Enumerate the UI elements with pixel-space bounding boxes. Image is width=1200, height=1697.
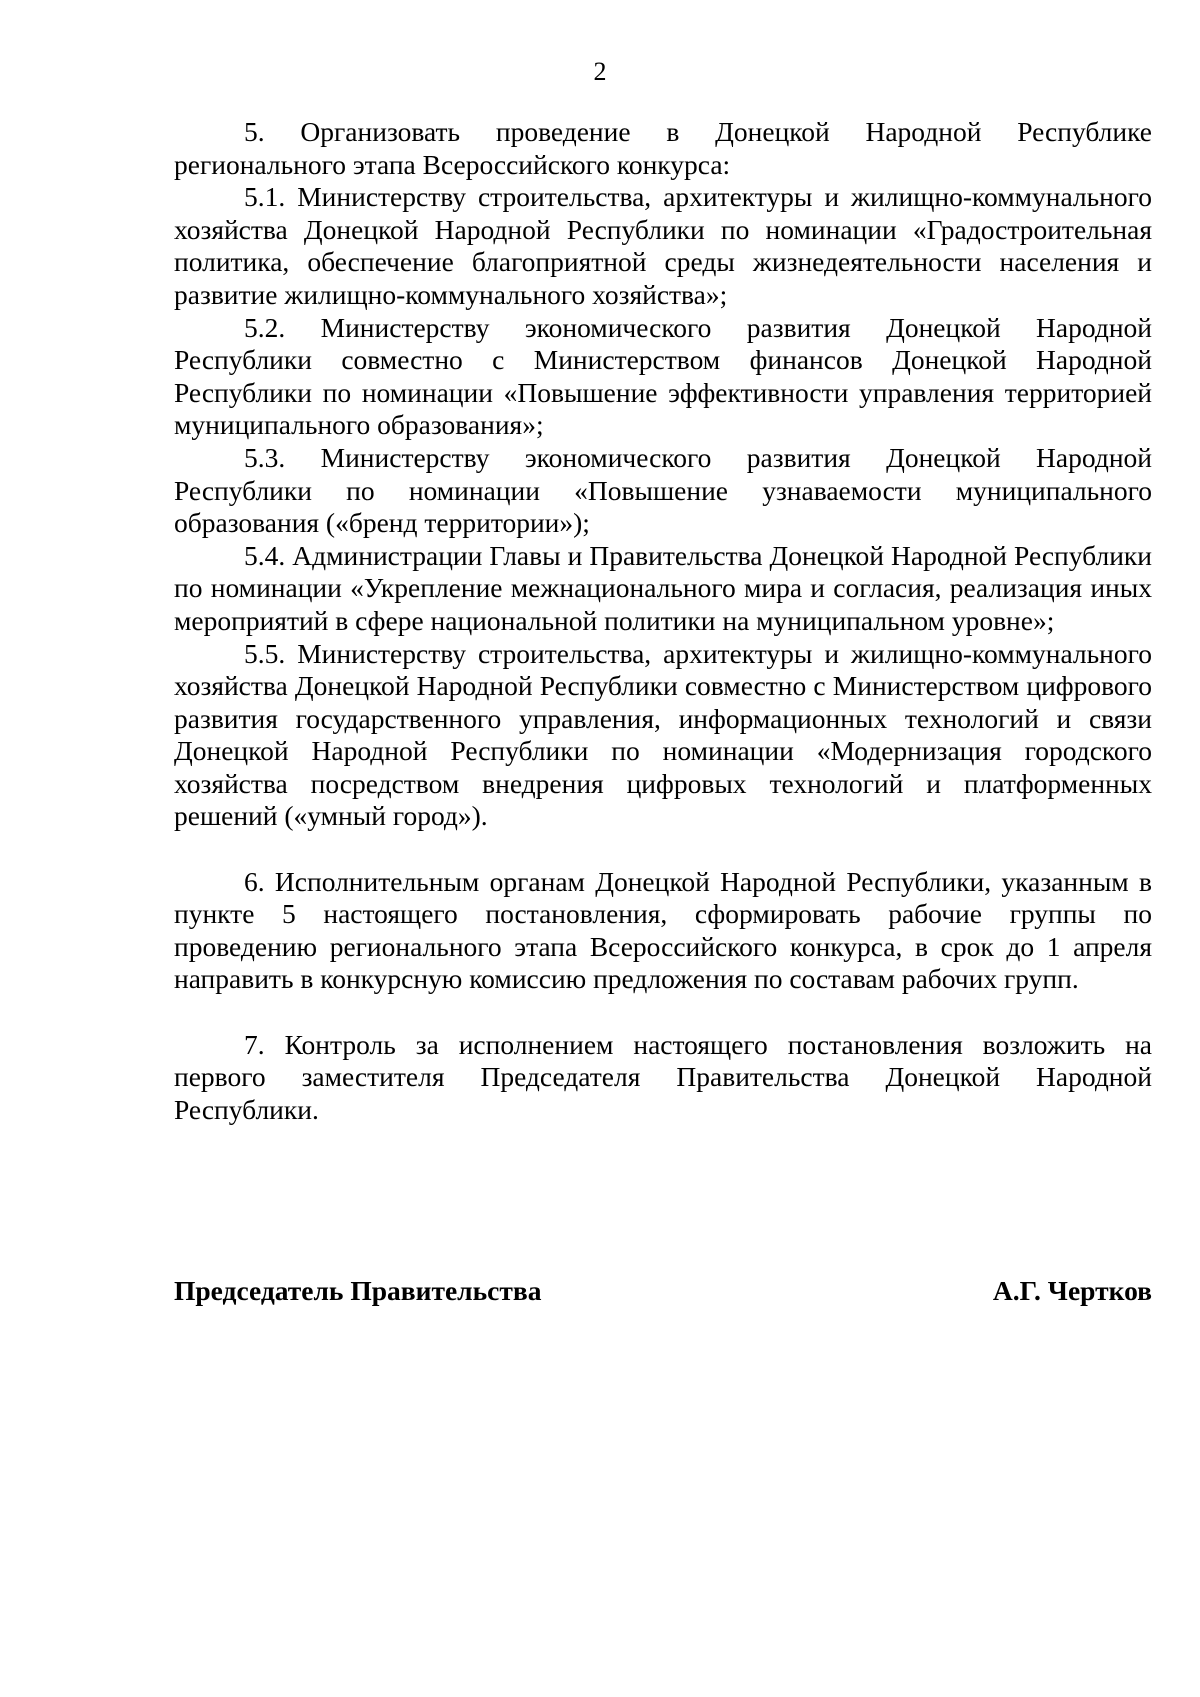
paragraph-5-2: 5.2. Министерству экономического развития Донецкой Народной Республики совместно с Министерством финансов Донецкой Народной Республики по номинации «Повышение эффективности управления территорией муниципального образования»; xyxy=(174,311,1152,441)
page-number: 2 xyxy=(593,57,607,86)
document-body xyxy=(174,116,1152,1126)
paragraph-7: 7. Контроль за исполнением настоящего постановления возложить на первого заместителя Председателя Правительства Донецкой Народной Республики. xyxy=(174,1028,1152,1125)
signatory-title: Председатель Правительства xyxy=(174,1275,542,1306)
paragraph-spacer xyxy=(174,833,1152,866)
paragraph-5-5: 5.5. Министерству строительства, архитектуры и жилищно-коммунального хозяйства Донецкой Народной Республики совместно с Министерством цифрового развития государственного управления, информационных технологий и связи Донецкой Народной Республики по номинации «Модернизация городского хозяйства посредством внедрения цифровых технологий и платформенных решений («умный город»). xyxy=(174,637,1152,832)
paragraph-5-3: 5.3. Министерству экономического развития Донецкой Народной Республики по номинации «Повышение узнаваемости муниципального образования («бренд территории»); xyxy=(174,441,1152,539)
paragraph-spacer xyxy=(174,996,1152,1029)
paragraph-5: 5. Организовать проведение в Донецкой Народной Республике регионального этапа Всероссийского конкурса: xyxy=(174,116,1152,180)
paragraph-5-4: 5.4. Администрации Главы и Правительства Донецкой Народной Республики по номинации «Укрепление межнационального мира и согласия, реализация иных мероприятий в сфере национальной политики на муниципальном уровне»; xyxy=(174,539,1152,636)
paragraph-5-1: 5.1. Министерству строительства, архитектуры и жилищно-коммунального хозяйства Донецкой Народной Республики по номинации «Градостроительная политика, обеспечение благоприятной среды жизнедеятельности населения и развитие жилищно-коммунального хозяйства»; xyxy=(174,181,1152,310)
signatory-name: А.Г. Чертков xyxy=(992,1275,1152,1306)
paragraph-6: 6. Исполнительным органам Донецкой Народной Республики, указанным в пункте 5 настоящего постановления, сформировать рабочие группы по проведению регионального этапа Всероссийского конкурса, в срок до 1 апреля направить в конкурсную комиссию предложения по составам рабочих групп. xyxy=(174,865,1152,995)
